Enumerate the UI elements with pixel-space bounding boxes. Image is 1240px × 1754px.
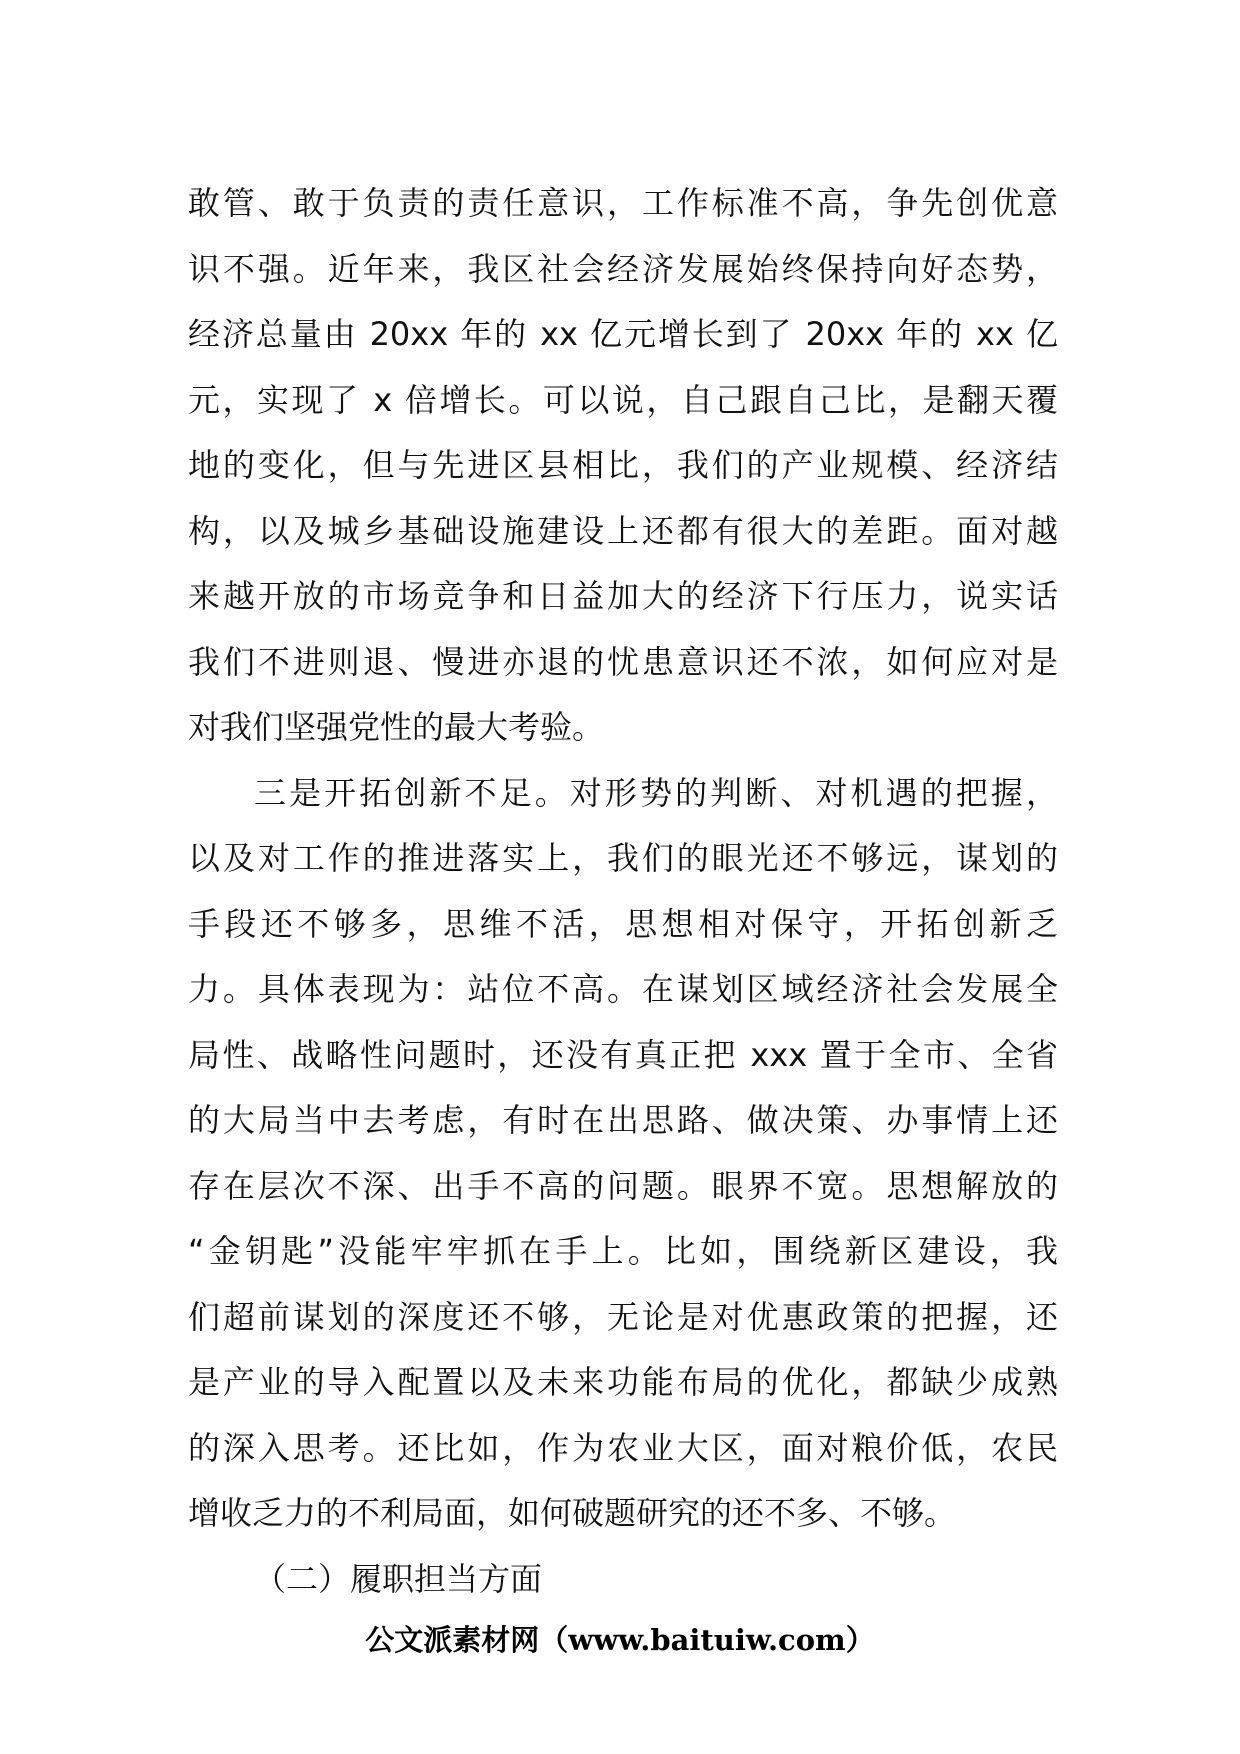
text-line: 经济总量由 20xx 年的 xx 亿元增长到了 20xx 年的 xx 亿 [188,315,1058,353]
text-line: 的大局当中去考虑，有时在出思路、做决策、办事情上还 [188,1101,1058,1139]
text-line: 元，实现了 x 倍增长。可以说，自己跟自己比，是翻天覆 [188,380,1058,419]
text-line: 构，以及城乡基础设施建设上还都有很大的差距。面对越 [188,511,1058,550]
text-line: 对我们坚强党性的最大考验。 [188,708,605,746]
text-line: 力。具体表现为：站位不高。在谋划区域经济社会发展全 [188,970,1058,1008]
text-line: 识不强。近年来，我区社会经济发展始终保持向好态势， [188,249,1058,288]
text-line: 存在层次不深、出手不高的问题。眼界不宽。思想解放的 [188,1166,1058,1205]
document-body [188,171,1058,1612]
text-line: 以及对工作的推进落实上，我们的眼光还不够远，谋划的 [188,839,1058,877]
footer-watermark: 公文派素材网（www.baituiw.com） [365,1623,875,1657]
text-line: 敢管、敢于负责的责任意识，工作标准不高，争先创优意 [188,184,1058,222]
text-line: 手段还不够多，思维不活，思想相对保守，开拓创新乏 [188,904,1058,943]
text-line: 来越开放的市场竞争和日益加大的经济下行压力，说实话 [188,577,1058,615]
text-line: 地的变化，但与先进区县相比，我们的产业规模、经济结 [188,446,1058,484]
text-line: 局性、战略性问题时，还没有真正把 xxx 置于全市、全省 [188,1035,1058,1074]
text-line: “金钥匙”没能牢牢抓在手上。比如，围绕新区建设，我 [188,1232,1058,1270]
text-line: 我们不进则退、慢进亦退的忧患意识还不浓，如何应对是 [188,642,1058,681]
text-line: 的深入思考。还比如，作为农业大区，面对粮价低，农民 [188,1428,1058,1467]
text-line: 们超前谋划的深度还不够，无论是对优惠政策的把握，还 [188,1297,1058,1336]
text-line: 是产业的导入配置以及未来功能布局的优化，都缺少成熟 [188,1363,1058,1401]
text-line: 增收乏力的不利局面，如何破题研究的还不多、不够。 [188,1494,957,1532]
section-heading: （二）履职担当方面 [254,1559,543,1598]
paragraph-first-line: 三是开拓创新不足。对形势的判断、对机遇的把握， [254,773,1058,812]
